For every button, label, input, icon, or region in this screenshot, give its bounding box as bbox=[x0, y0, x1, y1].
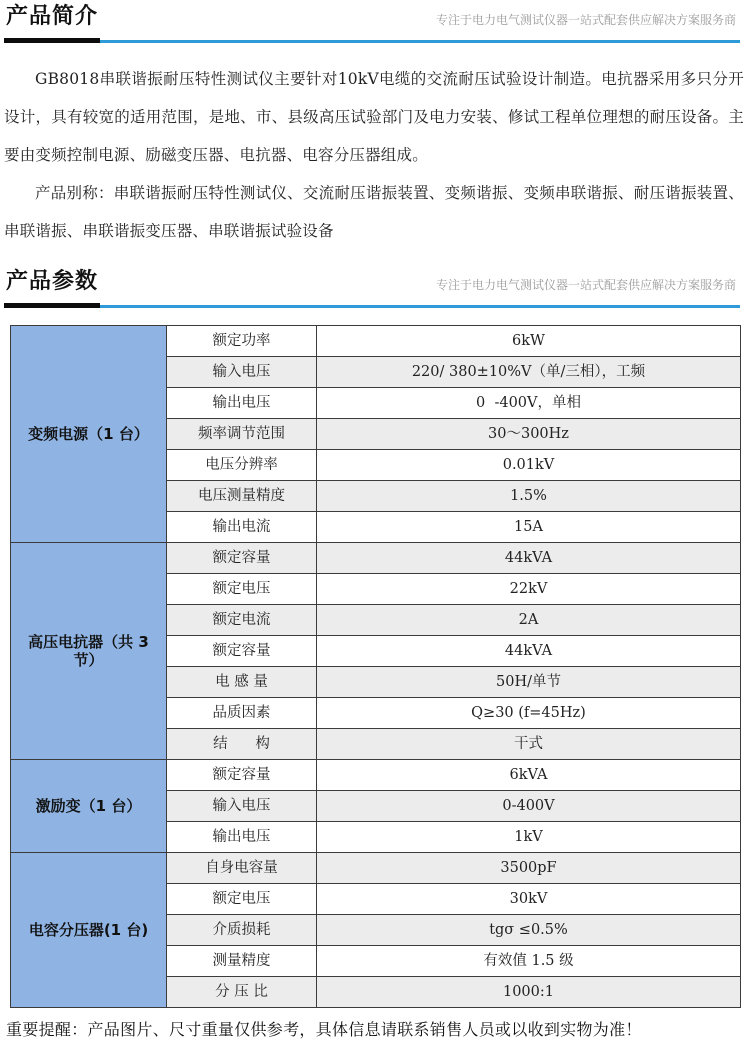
param-value: 44kVA bbox=[317, 543, 741, 574]
param-value: 有效值 1.5 级 bbox=[317, 946, 741, 977]
param-name: 输出电流 bbox=[167, 512, 317, 543]
param-value: tgσ ≤0.5% bbox=[317, 915, 741, 946]
param-name: 额定电压 bbox=[167, 884, 317, 915]
group-name: 变频电源（1 台） bbox=[11, 326, 167, 543]
param-name: 自身电容量 bbox=[167, 853, 317, 884]
param-value: 6kVA bbox=[317, 760, 741, 791]
param-name: 测量精度 bbox=[167, 946, 317, 977]
param-value: 0 -400V，单相 bbox=[317, 388, 741, 419]
param-name: 介质损耗 bbox=[167, 915, 317, 946]
params-section-title: 产品参数 bbox=[6, 269, 99, 294]
param-name: 频率调节范围 bbox=[167, 419, 317, 450]
param-name: 品质因素 bbox=[167, 698, 317, 729]
param-name: 输入电压 bbox=[167, 791, 317, 822]
param-name: 电压分辨率 bbox=[167, 450, 317, 481]
param-value: 30～300Hz bbox=[317, 419, 741, 450]
title-underline-dark bbox=[4, 38, 100, 43]
intro-section-header bbox=[0, 2, 750, 42]
param-value: 0.01kV bbox=[317, 450, 741, 481]
param-value: 2A bbox=[317, 605, 741, 636]
param-name: 输出电压 bbox=[167, 388, 317, 419]
param-name: 分 压 比 bbox=[167, 977, 317, 1008]
param-name: 额定电流 bbox=[167, 605, 317, 636]
param-value: 干式 bbox=[317, 729, 741, 760]
param-value: 22kV bbox=[317, 574, 741, 605]
param-name: 电 感 量 bbox=[167, 667, 317, 698]
product-intro bbox=[4, 60, 744, 250]
group-name: 激励变（1 台） bbox=[11, 760, 167, 853]
table-row bbox=[11, 326, 741, 357]
intro-paragraph: GB8018串联谐振耐压特性测试仪主要针对10kV电缆的交流耐压试验设计制造。电抗器采用多只分开设计，具有较宽的适用范围，是地、市、县级高压试验部门及电力安装、修试工程单位理想的耐压设备。主要由变频控制电源、励磁变压器、电抗器、电容分压器组成。 bbox=[4, 70, 744, 164]
alias-paragraph: 产品别称：串联谐振耐压特性测试仪、交流耐压谐振装置、变频谐振、变频串联谐振、耐压谐振装置、串联谐振、串联谐振变压器、串联谐振试验设备 bbox=[4, 184, 744, 240]
table-row bbox=[11, 543, 741, 574]
param-value: 44kVA bbox=[317, 636, 741, 667]
param-value: 15A bbox=[317, 512, 741, 543]
param-name: 输入电压 bbox=[167, 357, 317, 388]
param-value: 1.5% bbox=[317, 481, 741, 512]
param-name: 电压测量精度 bbox=[167, 481, 317, 512]
param-value: 0-400V bbox=[317, 791, 741, 822]
param-name: 额定电压 bbox=[167, 574, 317, 605]
table-row bbox=[11, 760, 741, 791]
param-value: 30kV bbox=[317, 884, 741, 915]
param-value: 1kV bbox=[317, 822, 741, 853]
param-value: 6kW bbox=[317, 326, 741, 357]
param-value: 3500pF bbox=[317, 853, 741, 884]
param-value: 50H/单节 bbox=[317, 667, 741, 698]
table-row bbox=[11, 853, 741, 884]
params-section-header bbox=[0, 267, 750, 307]
param-name: 额定容量 bbox=[167, 760, 317, 791]
params-table bbox=[10, 325, 741, 1008]
title-underline-blue bbox=[100, 40, 740, 43]
param-name: 额定功率 bbox=[167, 326, 317, 357]
group-name: 电容分压器(1 台) bbox=[11, 853, 167, 1008]
group-name: 高压电抗器（共 3 节） bbox=[11, 543, 167, 760]
intro-section-title: 产品简介 bbox=[6, 4, 99, 29]
param-name: 输出电压 bbox=[167, 822, 317, 853]
param-value: 220/ 380±10%V（单/三相），工频 bbox=[317, 357, 741, 388]
param-name: 额定容量 bbox=[167, 543, 317, 574]
title-underline-blue bbox=[100, 305, 740, 308]
important-notice: 重要提醒：产品图片、尺寸重量仅供参考，具体信息请联系销售人员或以收到实物为准！ bbox=[6, 1020, 642, 1039]
param-name: 结 构 bbox=[167, 729, 317, 760]
param-value: 1000:1 bbox=[317, 977, 741, 1008]
param-name: 额定容量 bbox=[167, 636, 317, 667]
title-underline-dark bbox=[4, 303, 100, 308]
intro-section-slogan: 专注于电力电气测试仪器一站式配套供应解决方案服务商 bbox=[435, 13, 736, 27]
params-section-slogan: 专注于电力电气测试仪器一站式配套供应解决方案服务商 bbox=[435, 278, 736, 292]
param-value: Q≥30 (f=45Hz) bbox=[317, 698, 741, 729]
